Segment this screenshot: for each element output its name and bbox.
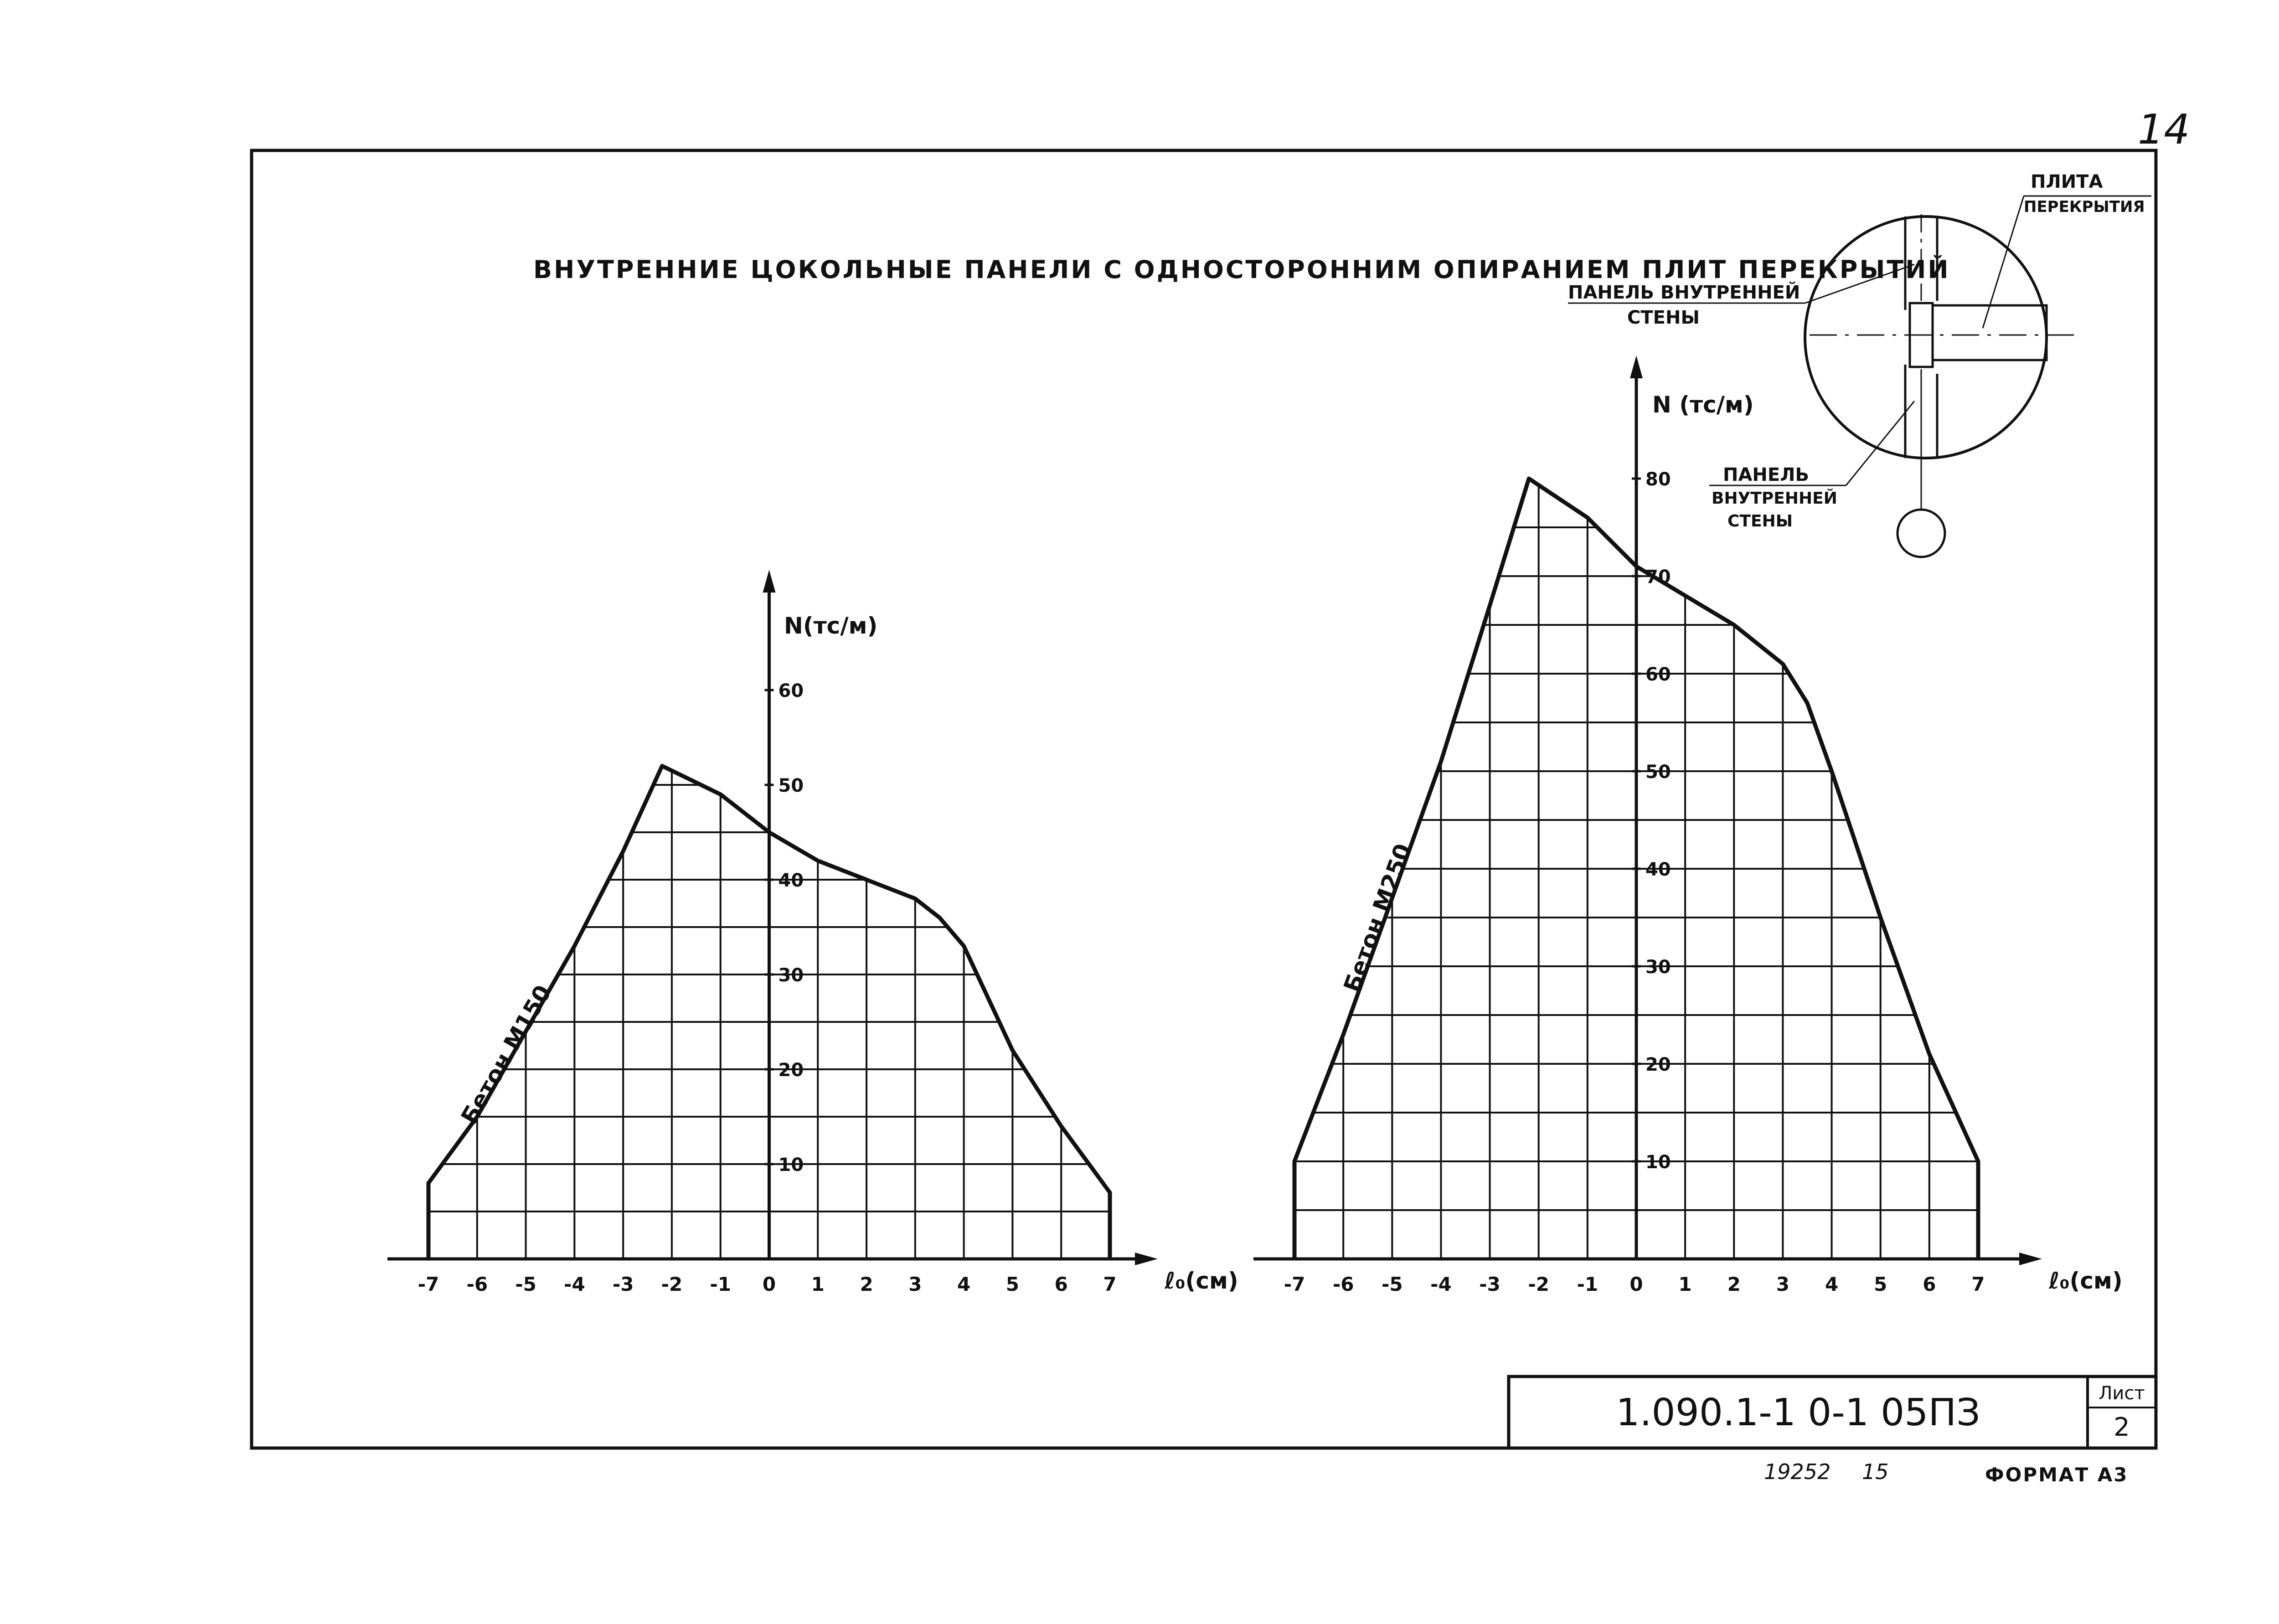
x-tick-label: 1 [811, 1273, 825, 1295]
x-tick-label: 3 [1776, 1273, 1790, 1295]
series-label: Бетон М150 [456, 980, 557, 1129]
x-tick-label: 4 [1825, 1273, 1839, 1295]
series-label: Бетон М250 [1338, 840, 1417, 996]
y-axis-label: N (тс/м) [1652, 392, 1754, 418]
x-tick-label: 7 [1103, 1273, 1117, 1295]
x-tick-label: 7 [1971, 1273, 1985, 1295]
drawing-frame [252, 150, 2156, 1448]
y-axis-arrow [763, 570, 776, 593]
y-tick-label: 30 [1645, 957, 1671, 978]
y-tick-label: 40 [778, 870, 804, 891]
y-tick-label: 70 [1645, 567, 1671, 588]
x-tick-label: 0 [1629, 1273, 1643, 1295]
x-axis-arrow [1135, 1253, 1158, 1265]
sheet-number: 2 [2114, 1413, 2130, 1442]
copy-number: 15 [1862, 1459, 1889, 1484]
y-tick-label: 30 [778, 965, 804, 986]
x-tick-label: -3 [612, 1273, 634, 1295]
y-axis-label: N(тс/м) [784, 613, 878, 639]
x-tick-label: 6 [1923, 1273, 1936, 1295]
upper-panel-label-line2: СТЕНЫ [1627, 307, 1700, 328]
x-tick-label: -4 [1430, 1273, 1452, 1295]
x-axis-label: ℓ₀(см) [1165, 1268, 1238, 1294]
y-tick-label: 20 [778, 1060, 804, 1081]
y-tick-label: 10 [778, 1155, 804, 1175]
detail-circle [1805, 217, 2047, 458]
x-tick-label: -4 [564, 1273, 585, 1295]
lower-panel-label-line1: ПАНЕЛЬ [1723, 464, 1809, 485]
slab-label-line1: ПЛИТА [2031, 171, 2103, 192]
lower-panel-label-line3: СТЕНЫ [1727, 512, 1793, 531]
slab-leader [1983, 196, 2024, 328]
lower-panel-label-line2: ВНУТРЕННЕЙ [1712, 489, 1837, 508]
x-tick-label: -6 [466, 1273, 488, 1295]
x-axis-arrow [2019, 1253, 2042, 1265]
y-tick-label: 50 [1645, 762, 1671, 783]
y-tick-label: 60 [1645, 664, 1671, 685]
x-tick-label: -1 [1577, 1273, 1598, 1295]
x-tick-label: -5 [515, 1273, 536, 1295]
x-tick-label: -2 [1528, 1273, 1550, 1295]
title-block [1509, 1377, 2156, 1448]
y-tick-label: 40 [1645, 859, 1671, 880]
floor-slab [1933, 305, 2047, 360]
x-tick-label: 1 [1678, 1273, 1692, 1295]
x-tick-label: -1 [710, 1273, 732, 1295]
x-axis-label: ℓ₀(см) [2049, 1268, 2123, 1294]
connection-detail [1568, 171, 2151, 557]
x-tick-label: -5 [1381, 1273, 1403, 1295]
slab-label-line2: ПЕРЕКРЫТИЯ [2024, 198, 2145, 216]
x-tick-label: 2 [1727, 1273, 1741, 1295]
drawing-title: ВНУТРЕННИЕ ЦОКОЛЬНЫЕ ПАНЕЛИ С ОДНОСТОРОННИМ ОПИРАНИЕМ ПЛИТ ПЕРЕКРЫТИЙ [533, 255, 1950, 284]
axis-marker-circle [1897, 510, 1945, 557]
document-code: 1.090.1-1 0-1 05ПЗ [1616, 1391, 1980, 1434]
x-tick-label: 0 [762, 1273, 776, 1295]
x-tick-label: -7 [418, 1273, 439, 1295]
chart-beton-m150 [387, 570, 1238, 1295]
x-tick-label: 5 [1874, 1273, 1887, 1295]
y-tick-label: 60 [778, 681, 804, 701]
y-tick-label: 50 [778, 775, 804, 796]
sheet-label: Лист [2099, 1383, 2145, 1404]
x-tick-label: 3 [908, 1273, 922, 1295]
y-tick-label: 20 [1645, 1054, 1671, 1075]
x-tick-label: 2 [860, 1273, 873, 1295]
x-tick-label: -2 [661, 1273, 683, 1295]
x-tick-label: -7 [1284, 1273, 1305, 1295]
page-mark: 14 [2138, 106, 2190, 154]
x-tick-label: 5 [1005, 1273, 1020, 1295]
y-tick-label: 80 [1645, 469, 1671, 490]
x-tick-label: -6 [1332, 1273, 1354, 1295]
x-tick-label: 6 [1054, 1273, 1068, 1295]
chart-beton-m250 [1253, 356, 2123, 1295]
x-tick-label: 4 [957, 1273, 971, 1295]
y-tick-label: 10 [1645, 1152, 1671, 1173]
inventory-number: 19252 [1764, 1459, 1831, 1484]
y-axis-arrow [1630, 356, 1643, 378]
format-label: ФОРМАТ А3 [1985, 1464, 2129, 1486]
x-tick-label: -3 [1479, 1273, 1500, 1295]
upper-panel-label-line1: ПАНЕЛЬ ВНУТРЕННЕЙ [1568, 282, 1800, 303]
